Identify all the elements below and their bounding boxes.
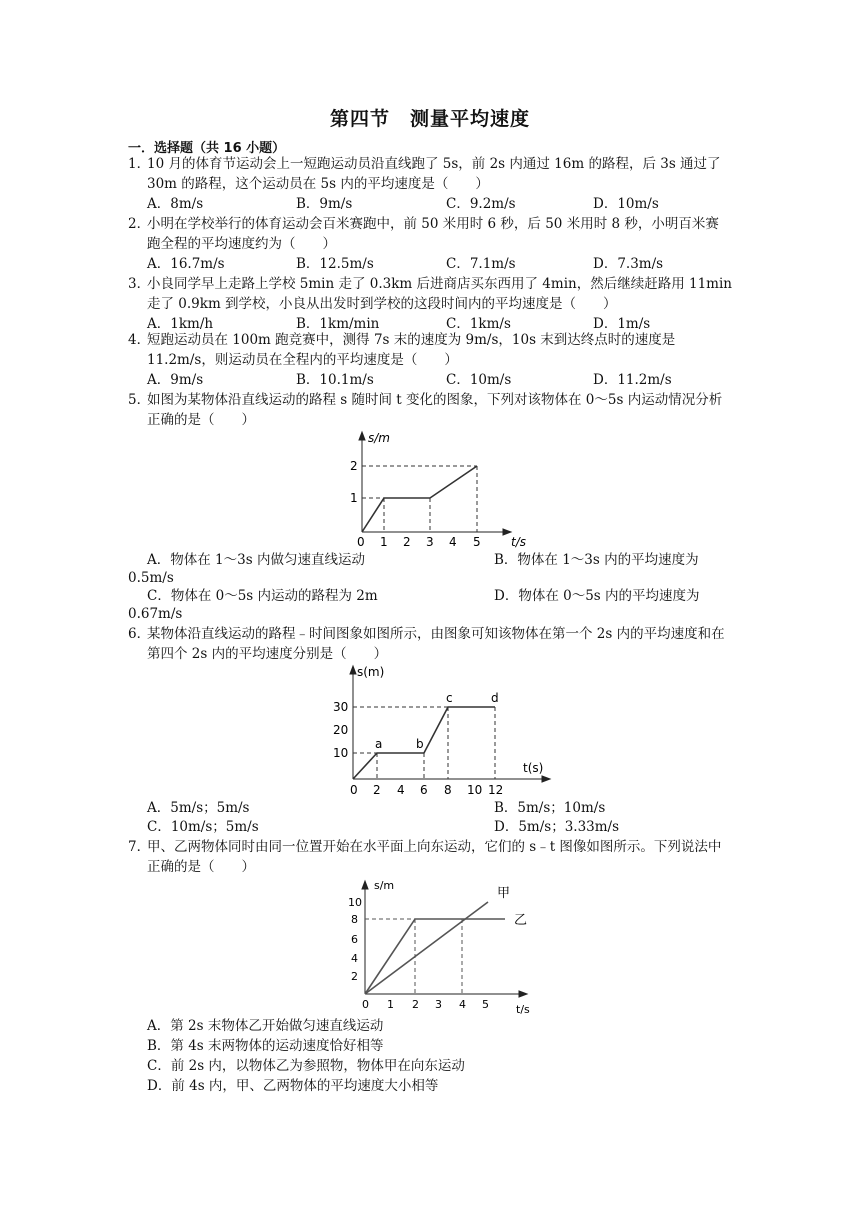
- y-tick: 8: [351, 913, 358, 926]
- x-label: t(s): [523, 761, 544, 775]
- option-a: A．第 2s 末物体乙开始做匀速直线运动: [147, 1018, 384, 1034]
- option-d: D．10m/s: [593, 196, 659, 212]
- options-6-row2: [147, 817, 737, 837]
- x-tick: 0: [362, 998, 369, 1011]
- question-number: 6．: [128, 626, 151, 642]
- question-3: [128, 274, 732, 314]
- question-number: 2．: [128, 216, 151, 232]
- motion-line: [362, 466, 477, 532]
- option-b-continued: 0.5m/s: [128, 570, 174, 586]
- option-b: B．1km/min: [296, 316, 380, 332]
- question-text: 小良同学早上走路上学校 5min 走了 0.3km 后进商店买东西用了 4min，然后继续赶路用 11min 走了 0.9km 到学校，小良从出发时到学校的这段时间内的平均速度是（ ）: [147, 276, 732, 312]
- option-b: B．9m/s: [296, 196, 353, 212]
- x-tick: 3: [426, 535, 434, 548]
- question-6: [128, 624, 732, 664]
- x-tick: 2: [373, 783, 381, 797]
- y-label: s/m: [374, 879, 395, 892]
- x-tick: 4: [397, 783, 405, 797]
- question-7: [128, 837, 732, 877]
- option-c: C．物体在 0～5s 内运动的路程为 2m: [147, 588, 378, 604]
- y-label: s(m): [357, 665, 385, 679]
- x-tick: 0: [357, 535, 365, 548]
- x-tick: 4: [449, 535, 457, 548]
- section-heading: 一．选择题（共 16 小题）: [128, 141, 286, 156]
- y-axis-arrow: [359, 432, 365, 440]
- option-d-continued: 0.67m/s: [128, 606, 183, 622]
- point-label: a: [375, 737, 383, 751]
- x-label: t/s: [511, 535, 526, 548]
- line-jia: [365, 902, 488, 994]
- option-a: A．1km/h: [147, 316, 214, 332]
- axes: [350, 666, 550, 782]
- option-c: C．前 2s 内，以物体乙为参照物，物体甲在向东运动: [147, 1058, 465, 1074]
- y-tick: 30: [333, 700, 349, 714]
- option-a: A．16.7m/s: [147, 256, 225, 272]
- option-b: B．10.1m/s: [296, 372, 374, 388]
- question-number: 3．: [128, 276, 151, 292]
- question-1: [128, 154, 732, 194]
- question-text: 某物体沿直线运动的路程﹣时间图象如图所示，由图象可知该物体在第一个 2s 内的平均速度和在第四个 2s 内的平均速度分别是（ ）: [147, 626, 725, 662]
- option-a: A．5m/s；5m/s: [147, 800, 250, 816]
- question-number: 1．: [128, 156, 151, 172]
- option-c: C．10m/s: [446, 372, 512, 388]
- option-d: D．物体在 0～5s 内的平均速度为: [494, 588, 700, 604]
- options-2: [147, 254, 737, 274]
- y-tick: 10: [348, 896, 362, 909]
- point-label: d: [491, 691, 499, 705]
- question-number: 7．: [128, 839, 151, 855]
- question-text: 小明在学校举行的体育运动会百米赛跑中，前 50 米用时 6 秒，后 50 米用时 8 秒，小明百米赛跑全程的平均速度约为（ ）: [147, 216, 719, 252]
- y-axis-arrow: [362, 881, 368, 889]
- x-tick: 2: [412, 998, 419, 1011]
- option-a: A．物体在 1～3s 内做匀速直线运动: [147, 552, 365, 568]
- x-axis-arrow: [519, 991, 527, 997]
- x-label: t/s: [516, 1003, 530, 1016]
- page-title: 第四节 测量平均速度: [329, 108, 530, 130]
- point-label: b: [416, 737, 424, 751]
- x-tick: 8: [444, 783, 452, 797]
- option-c: C．7.1m/s: [446, 256, 516, 272]
- x-tick: 10: [467, 783, 483, 797]
- option-c: C．1km/s: [446, 316, 511, 332]
- graph-q5: [335, 428, 535, 548]
- question-2: [128, 214, 732, 254]
- option-b: B．第 4s 末两物体的运动速度恰好相等: [147, 1038, 384, 1054]
- x-tick: 12: [488, 783, 504, 797]
- x-tick: 2: [403, 535, 411, 548]
- series-label-jia: 甲: [497, 886, 511, 901]
- question-text: 10 月的体育节运动会上一短跑运动员沿直线跑了 5s，前 2s 内通过 16m 的路程，后 3s 通过了 30m 的路程，这个运动员在 5s 内的平均速度是（ ）: [147, 156, 721, 192]
- y-tick: 2: [351, 970, 358, 983]
- x-tick: 5: [473, 535, 481, 548]
- x-axis-arrow: [503, 529, 511, 535]
- y-tick: 6: [351, 933, 358, 946]
- options-4: [147, 370, 737, 390]
- x-tick: 6: [420, 783, 428, 797]
- question-number: 5．: [128, 392, 151, 408]
- x-tick: 1: [380, 535, 388, 548]
- option-d: D．7.3m/s: [593, 256, 664, 272]
- option-c: C．10m/s；5m/s: [147, 819, 259, 835]
- guide-lines: [362, 466, 477, 532]
- line-yi: [365, 919, 505, 994]
- option-d: D．11.2m/s: [593, 372, 672, 388]
- option-a: A．8m/s: [147, 196, 204, 212]
- y-axis-arrow: [350, 666, 356, 674]
- x-tick: 4: [459, 998, 466, 1011]
- question-text: 短跑运动员在 100m 跑竞赛中，测得 7s 末的速度为 9m/s，10s 末到达终点时的速度是 11.2m/s，则运动员在全程内的平均速度是（ ）: [147, 332, 676, 368]
- graph-q6: [325, 662, 555, 798]
- x-tick: 1: [387, 998, 394, 1011]
- question-5: [128, 390, 732, 430]
- option-d: D．5m/s；3.33m/s: [494, 819, 620, 835]
- series-label-yi: 乙: [514, 913, 528, 928]
- option-c: C．9.2m/s: [446, 196, 516, 212]
- options-6-row1: [147, 798, 737, 818]
- y-tick: 2: [350, 459, 358, 473]
- point-label: c: [446, 691, 453, 705]
- options-1: [147, 194, 737, 214]
- option-a: A．9m/s: [147, 372, 204, 388]
- question-number: 4．: [128, 332, 151, 348]
- question-4: [128, 330, 732, 370]
- x-axis-arrow: [542, 776, 550, 782]
- graph-q7: [340, 877, 540, 1017]
- y-tick: 10: [333, 746, 349, 760]
- x-tick: 0: [350, 783, 358, 797]
- x-tick: 5: [482, 998, 489, 1011]
- option-b: B．5m/s；10m/s: [494, 800, 606, 816]
- y-label: s/m: [368, 431, 390, 445]
- y-tick: 1: [350, 491, 358, 505]
- option-b: B．12.5m/s: [296, 256, 374, 272]
- x-tick: 3: [435, 998, 442, 1011]
- axes: [359, 432, 511, 535]
- question-text: 如图为某物体沿直线运动的路程 s 随时间 t 变化的图象，下列对该物体在 0～5s 内运动情况分析正确的是（ ）: [147, 392, 723, 428]
- y-tick: 4: [351, 952, 358, 965]
- option-d: D．1m/s: [593, 316, 651, 332]
- y-tick: 20: [333, 723, 349, 737]
- option-b: B．物体在 1～3s 内的平均速度为: [494, 552, 699, 568]
- question-text: 甲、乙两物体同时由同一位置开始在水平面上向东运动，它们的 s﹣t 图像如图所示。下列说法中正确的是（ ）: [147, 839, 722, 875]
- option-d: D．前 4s 内，甲、乙两物体的平均速度大小相等: [147, 1078, 439, 1094]
